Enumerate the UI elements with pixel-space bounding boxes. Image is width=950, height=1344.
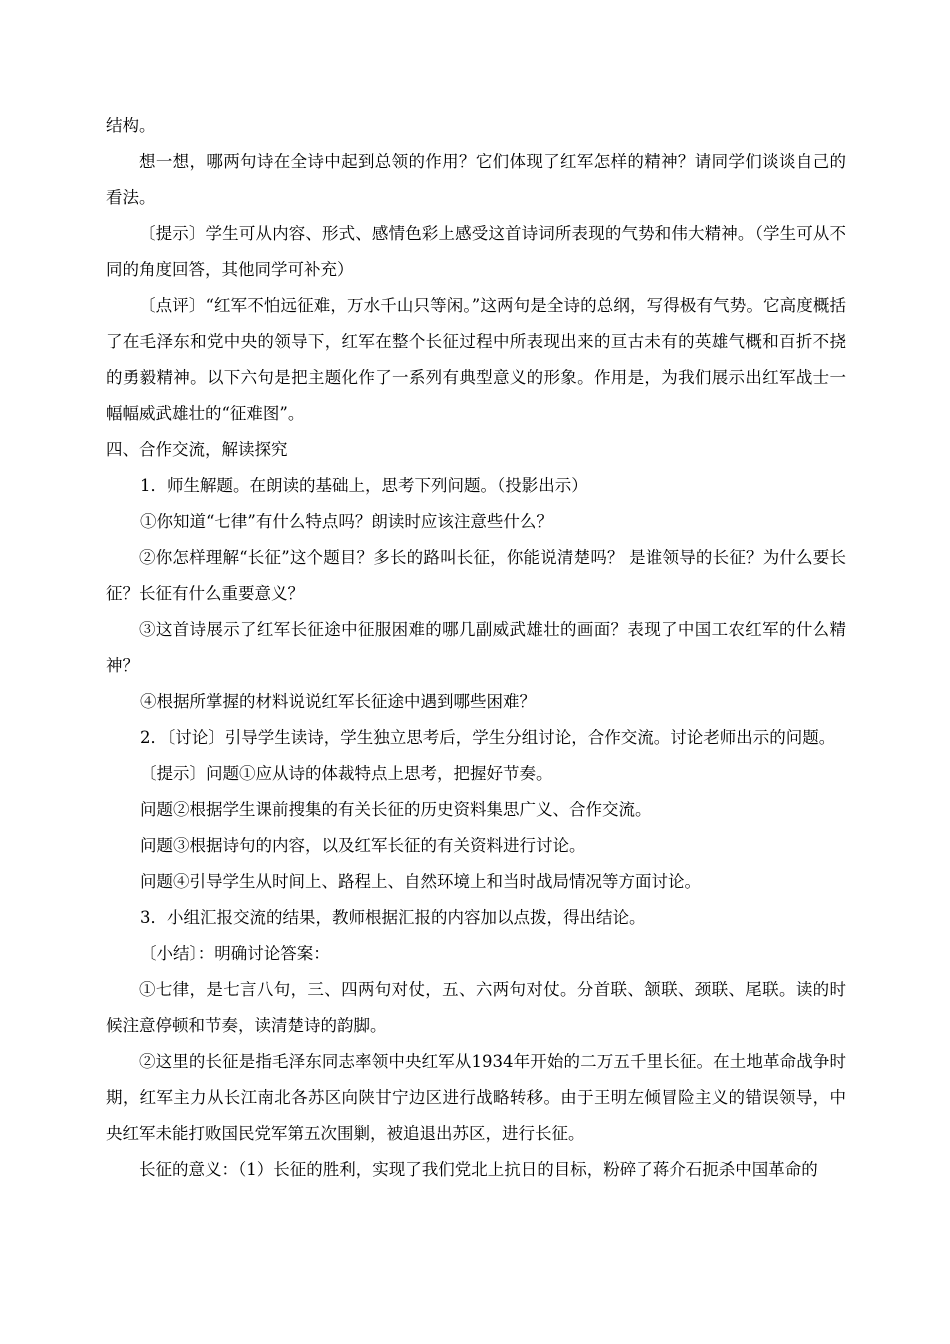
answer-2: ②这里的长征是指毛泽东同志率领中央红军从1934年开始的二万五千里长征。在土地革命战争时期，红军主力从长江南北各苏区向陕甘宁边区进行战略转移。由于王明左倾冒险主义的错误领导，中央红军未能打败国民党军第五次围剿，被追退出苏区，进行长征。 <box>106 1052 846 1143</box>
paragraph-6: 1．师生解题。在朗读的基础上，思考下列问题。（投影出示） <box>140 476 588 495</box>
paragraph-4: 〔点评〕“红军不怕远征难，万水千山只等闲。”这两句是全诗的总纲，写得极有气势。它高度概括了在毛泽东和党中央的领导下，红军在整个长征过程中所表现出来的亘古未有的英雄气概和百折不挠的勇毅精神。以下六句是把主题化作了一系列有典型意义的形象。作用是，为我们展示出红军战士一幅幅威武雄壮的“征难图”。 <box>106 296 846 423</box>
question-1: ①你知道“七律”有什么特点吗？朗读时应该注意些什么？ <box>140 512 553 531</box>
paragraph-20: 长征的意义：（1）长征的胜利，实现了我们党北上抗日的目标，粉碎了蒋介石扼杀中国革命的 <box>139 1160 818 1179</box>
paragraph-15: 问题④引导学生从时间上、路程上、自然环境上和当时战局情况等方面讨论。 <box>140 872 701 891</box>
paragraph-13: 问题②根据学生课前搜集的有关长征的历史资料集思广义、合作交流。 <box>140 800 652 819</box>
paragraph-12: 〔提示〕问题①应从诗的体裁特点上思考，把握好节奏。 <box>140 764 553 783</box>
paragraph-14: 问题③根据诗句的内容，以及红军长征的有关资料进行讨论。 <box>140 836 586 855</box>
section-heading-4: 四、合作交流，解读探究 <box>106 440 288 459</box>
paragraph-16: 3．小组汇报交流的结果，教师根据汇报的内容加以点拨，得出结论。 <box>140 908 646 927</box>
question-2: ②你怎样理解“长征”这个题目？多长的路叫长征，你能说清楚吗？ 是谁领导的长征？为什么要长征？长征有什么重要意义？ <box>106 548 846 603</box>
answer-1: ①七律，是七言八句，三、四两句对仗，五、六两句对仗。分首联、颔联、颈联、尾联。读的时候注意停顿和节奏，读清楚诗的韵脚。 <box>106 980 846 1035</box>
question-4: ④根据所掌握的材料说说红军长征途中遇到哪些困难？ <box>140 692 536 711</box>
question-3: ③这首诗展示了红军长征途中征服困难的哪几副威武雄壮的画面？表现了中国工农红军的什么精神？ <box>106 620 846 675</box>
paragraph-1: 结构。 <box>106 116 156 135</box>
paragraph-2: 想一想，哪两句诗在全诗中起到总领的作用？它们体现了红军怎样的精神？请同学们谈谈自己的看法。 <box>106 152 846 207</box>
document-page <box>106 108 846 1188</box>
paragraph-3: 〔提示〕学生可从内容、形式、感情色彩上感受这首诗词所表现的气势和伟大精神。（学生可从不同的角度回答，其他同学可补充） <box>106 224 846 279</box>
paragraph-17: 〔小结〕：明确讨论答案： <box>140 944 330 963</box>
paragraph-11: 2．〔讨论〕引导学生读诗，学生独立思考后，学生分组讨论，合作交流。讨论老师出示的问题。 <box>140 728 836 747</box>
